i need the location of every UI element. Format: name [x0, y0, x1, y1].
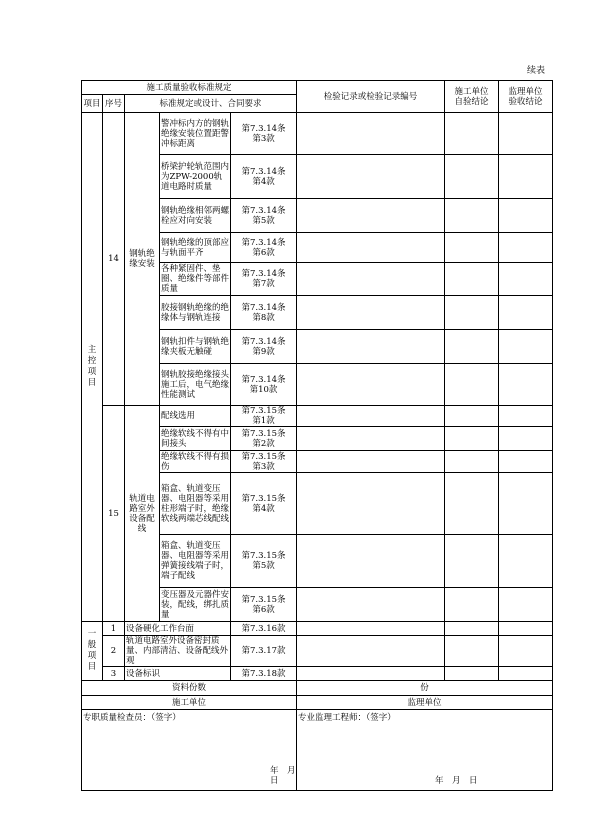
- main-items-label: 主控项目: [82, 113, 103, 622]
- supervision-signature-box[interactable]: [297, 710, 553, 791]
- ref-cell: 第7.3.15条 第4款: [231, 473, 297, 535]
- construction-signature-box[interactable]: [82, 710, 305, 791]
- req-cell: 钢轨胶接绝缘接头施工后，电气绝缘性能测试: [160, 364, 231, 406]
- ref-cell: 第7.3.14条 第4款: [231, 155, 297, 199]
- self-check-cell[interactable]: [445, 233, 499, 263]
- ref-cell: 第7.3.14条 第10款: [231, 364, 297, 406]
- item-header: 项目: [82, 95, 103, 113]
- ref-cell: 第7.3.14条 第6款: [231, 233, 297, 263]
- req-cell: 警冲标内方的钢轨绝缘安装位置距警冲标距离: [160, 113, 231, 155]
- record-cell[interactable]: [297, 364, 445, 406]
- general-req: 设备硬化工作台面: [125, 622, 231, 636]
- std-group-header: 施工质量验收标准规定: [82, 81, 297, 95]
- record-cell[interactable]: [297, 636, 445, 667]
- record-cell[interactable]: [297, 535, 445, 588]
- quality-inspector-sign: 专职质量检查员：（签字）: [83, 713, 181, 723]
- record-cell[interactable]: [297, 155, 445, 199]
- record-cell[interactable]: [297, 406, 445, 427]
- record-cell[interactable]: [297, 330, 445, 364]
- req-cell: 各种紧固件、垫圈、绝缘件等部件质量: [161, 264, 230, 294]
- supervisor-cell[interactable]: [499, 427, 553, 451]
- record-cell[interactable]: [297, 451, 445, 473]
- supervisor-header: 监理单位 验收结论: [499, 81, 553, 113]
- supervisor-cell[interactable]: [499, 588, 553, 622]
- general-no: 3: [103, 667, 125, 681]
- self-check-cell[interactable]: [445, 199, 499, 233]
- record-cell[interactable]: [297, 296, 445, 330]
- ref-cell: 第7.3.15条 第6款: [231, 588, 297, 622]
- record-cell[interactable]: [297, 667, 445, 681]
- ref-cell: 第7.3.15条 第3款: [231, 451, 297, 473]
- self-check-cell[interactable]: [445, 535, 499, 588]
- inspection-table: [81, 80, 553, 791]
- supervisor-cell[interactable]: [499, 636, 553, 667]
- self-check-cell[interactable]: [445, 667, 499, 681]
- self-check-cell[interactable]: [445, 427, 499, 451]
- self-check-cell[interactable]: [445, 113, 499, 155]
- supervisor-cell[interactable]: [499, 622, 553, 636]
- group15-no: 15: [103, 406, 125, 622]
- req-cell: 桥梁护轮轨范围内为ZPW-2000轨道电路时质量: [160, 155, 231, 199]
- self-check-cell[interactable]: [445, 451, 499, 473]
- record-cell[interactable]: [297, 427, 445, 451]
- supervisor-cell[interactable]: [499, 199, 553, 233]
- ref-cell: 第7.3.15条 第2款: [231, 427, 297, 451]
- group14-no: 14: [103, 113, 125, 406]
- req-cell: 变压器及元器件安装，配线，绑扎质量: [161, 589, 230, 620]
- req-header: 标准规定或设计、合同要求: [125, 95, 297, 113]
- supervisor-cell[interactable]: [499, 113, 553, 155]
- ref-cell: 第7.3.14条 第7款: [231, 263, 297, 296]
- general-no: 2: [103, 636, 125, 667]
- record-header: 检验记录或检验记录编号: [297, 81, 445, 113]
- req-cell: 钢轨绝缘的顶部应与轨面平齐: [160, 233, 231, 263]
- ref-cell: 第7.3.14条 第9款: [231, 330, 297, 364]
- supervisor-cell[interactable]: [499, 155, 553, 199]
- general-ref: 第7.3.17款: [231, 636, 297, 667]
- req-cell: 绝缘软线不得有中间接头: [161, 428, 230, 449]
- self-check-cell[interactable]: [445, 364, 499, 406]
- copies-label: 份: [297, 681, 553, 696]
- self-check-cell[interactable]: [445, 473, 499, 535]
- req-cell: 绝缘软线不得有损伤: [161, 451, 230, 472]
- record-cell[interactable]: [297, 588, 445, 622]
- req-cell: 箱盒、轨道变压器、电阻器等采用柱形端子时，绝缘软线两端芯线配线: [160, 473, 231, 535]
- self-check-cell[interactable]: [445, 155, 499, 199]
- docs-count-label: 资料份数: [82, 681, 297, 696]
- ref-cell: 第7.3.15条 第5款: [231, 535, 297, 588]
- record-cell[interactable]: [297, 199, 445, 233]
- supervisor-cell[interactable]: [499, 296, 553, 330]
- supervisor-cell[interactable]: [499, 364, 553, 406]
- req-cell: 胶接钢轨绝缘的绝缘体与钢轨连接: [160, 296, 231, 330]
- continued-label: 续表: [527, 66, 546, 76]
- supervisor-cell[interactable]: [499, 535, 553, 588]
- supervisor-cell[interactable]: [499, 330, 553, 364]
- supervisor-cell[interactable]: [499, 473, 553, 535]
- general-ref: 第7.3.18款: [231, 667, 297, 681]
- record-cell[interactable]: [297, 622, 445, 636]
- general-req: 轨道电路室外设备密封质量、内部清洁、设备配线外观: [125, 636, 231, 667]
- no-header: 序号: [103, 95, 125, 113]
- record-cell[interactable]: [297, 233, 445, 263]
- supervision-unit-label: 监理单位: [297, 696, 553, 710]
- self-check-cell[interactable]: [445, 588, 499, 622]
- req-cell: 箱盒、轨道变压器、电阻器等采用弹簧接线端子时，端子配线: [160, 535, 231, 588]
- construction-date: 年 月 日: [270, 766, 305, 786]
- supervisor-cell[interactable]: [499, 667, 553, 681]
- supervision-date: 年 月 日: [435, 776, 478, 786]
- req-cell: 钢轨扣件与钢轨绝缘夹板无触碰: [160, 330, 231, 364]
- self-check-cell[interactable]: [445, 263, 499, 296]
- self-check-cell[interactable]: [445, 636, 499, 667]
- self-check-header: 施工单位 自验结论: [445, 81, 499, 113]
- construction-unit-label: 施工单位: [82, 696, 297, 710]
- supervisor-cell[interactable]: [499, 451, 553, 473]
- supervisor-cell[interactable]: [499, 406, 553, 427]
- record-cell[interactable]: [297, 263, 445, 296]
- group15-name: 轨道电路室外设备配线: [125, 406, 160, 622]
- general-ref: 第7.3.16款: [231, 622, 297, 636]
- self-check-cell[interactable]: [445, 330, 499, 364]
- group14-name: 钢轨绝缘安装: [125, 113, 160, 406]
- ref-cell: 第7.3.14条 第3款: [231, 113, 297, 155]
- ref-cell: 第7.3.14条 第5款: [231, 199, 297, 233]
- self-check-cell[interactable]: [445, 622, 499, 636]
- record-cell[interactable]: [297, 113, 445, 155]
- general-no: 1: [103, 622, 125, 636]
- general-items-label: 一般项目: [82, 622, 103, 681]
- ref-cell: 第7.3.14条 第8款: [231, 296, 297, 330]
- ref-cell: 第7.3.15条 第1款: [231, 406, 297, 427]
- self-check-cell[interactable]: [445, 296, 499, 330]
- supervisor-cell[interactable]: [499, 233, 553, 263]
- self-check-cell[interactable]: [445, 406, 499, 427]
- supervisor-cell[interactable]: [499, 263, 553, 296]
- record-cell[interactable]: [297, 473, 445, 535]
- supervisor-engineer-sign: 专业监理工程师：（签字）: [298, 713, 396, 723]
- req-cell: 钢轨绝缘相邻两螺栓应对向安装: [160, 199, 231, 233]
- general-req: 设备标识: [125, 667, 231, 681]
- req-cell: 配线选用: [160, 406, 231, 427]
